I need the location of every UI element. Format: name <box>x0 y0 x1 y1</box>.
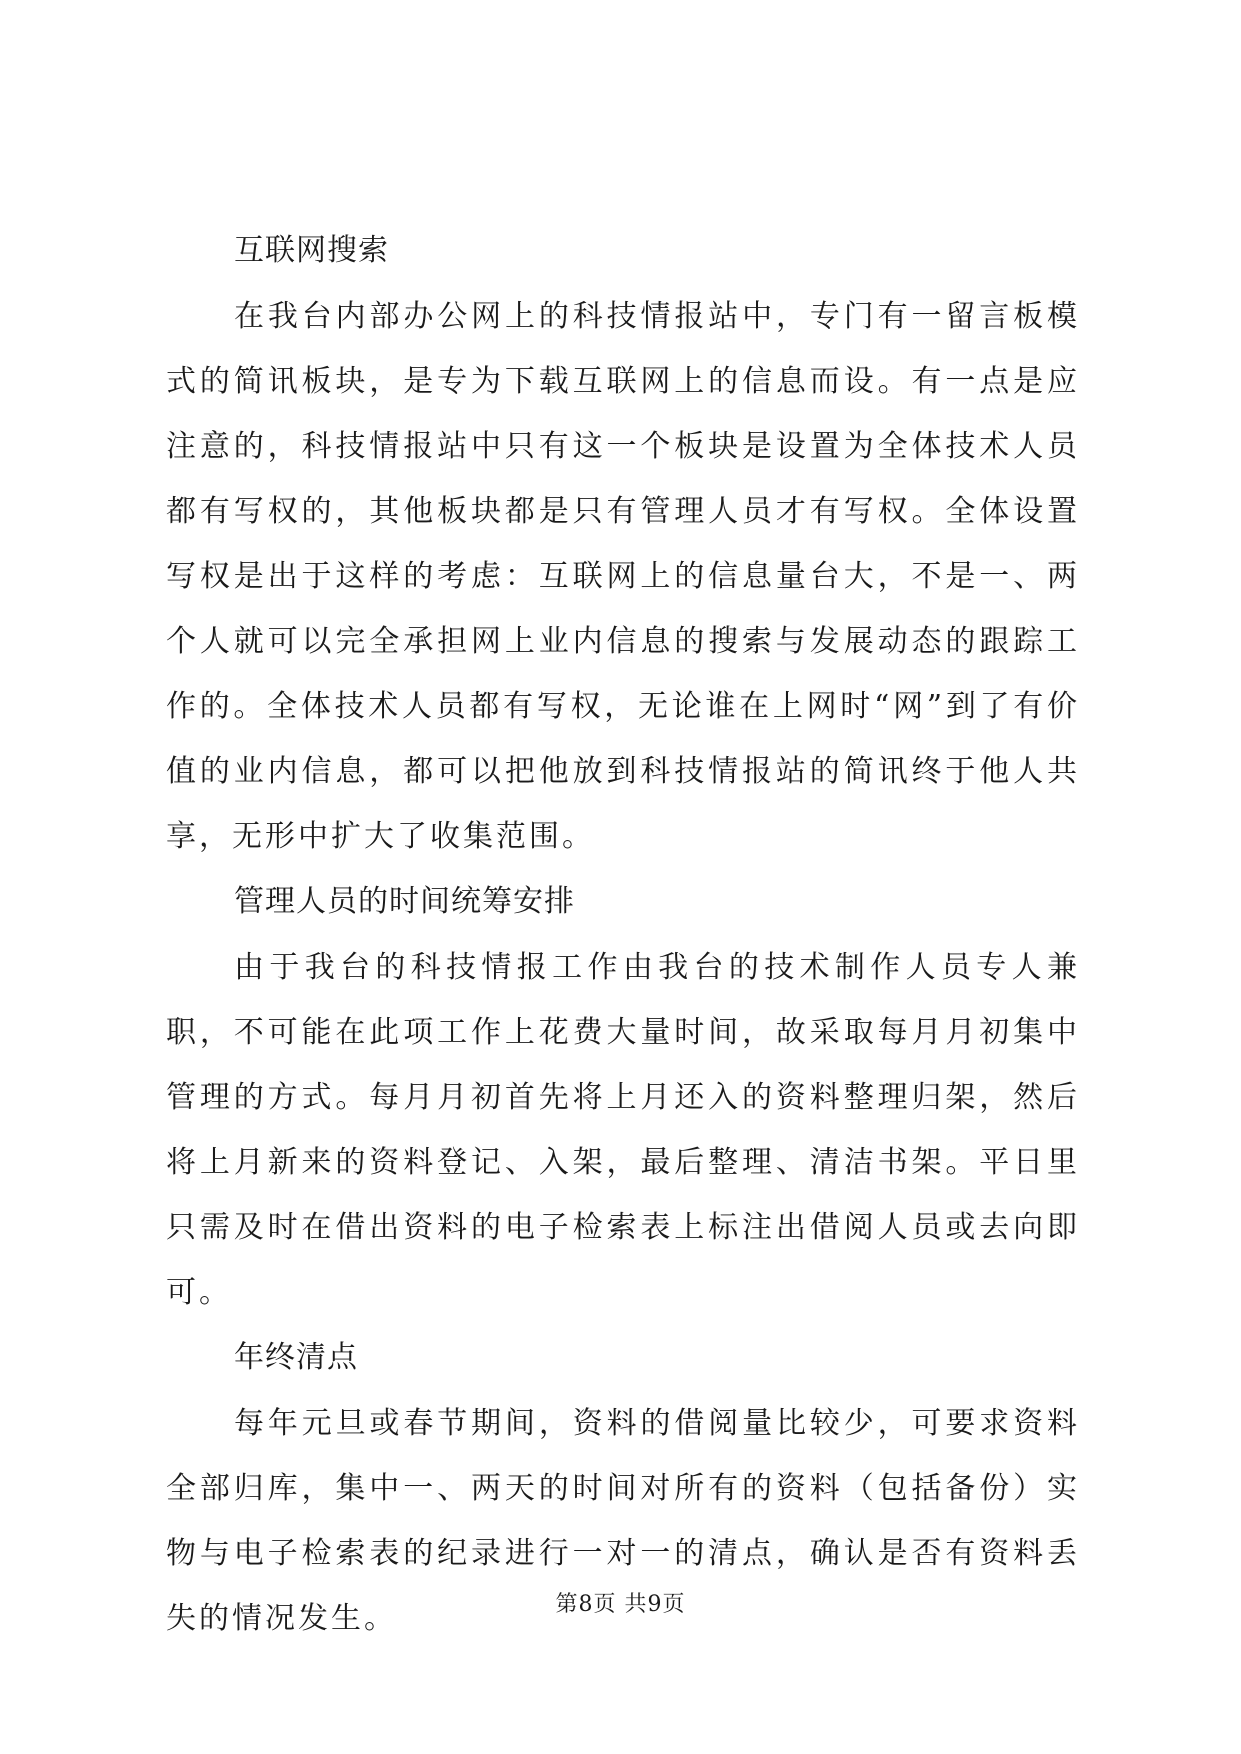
page-number-footer: 第8页 共9页 <box>555 1592 686 1617</box>
section-paragraph-year-end-inventory: 每年元旦或春节期间，资料的借阅量比较少，可要求资料全部归库，集中一、两天的时间对所有的资料（包括备份）实物与电子检索表的纪录进行一对一的清点，确认是否有资料丢失的情况发生。 <box>166 1406 1080 1636</box>
document-body <box>166 218 1080 1651</box>
section-paragraph-time-arrangement: 由于我台的科技情报工作由我台的技术制作人员专人兼职，不可能在此项工作上花费大量时间，故采取每月月初集中管理的方式。每月月初首先将上月还入的资料整理归架，然后将上月新来的资料登记、入架，最后整理、清洁书架。平日里只需及时在借出资料的电子检索表上标注出借阅人员或去向即可。 <box>166 950 1080 1310</box>
section-heading-time-arrangement: 管理人员的时间统筹安排 <box>234 884 575 919</box>
section-paragraph-internet-search: 在我台内部办公网上的科技情报站中，专门有一留言板模式的简讯板块，是专为下载互联网上的信息而设。有一点是应注意的，科技情报站中只有这一个板块是设置为全体技术人员都有写权的，其他板块都是只有管理人员才有写权。全体设置写权是出于这样的考虑：互联网上的信息量台大，不是一、两个人就可以完全承担网上业内信息的搜索与发展动态的跟踪工作的。全体技术人员都有写权，无论谁在上网时“网”到了有价值的业内信息，都可以把他放到科技情报站的简讯终于他人共享，无形中扩大了收集范围。 <box>166 299 1080 854</box>
section-heading-internet-search: 互联网搜索 <box>234 233 389 268</box>
section-heading-year-end-inventory: 年终清点 <box>234 1340 358 1375</box>
